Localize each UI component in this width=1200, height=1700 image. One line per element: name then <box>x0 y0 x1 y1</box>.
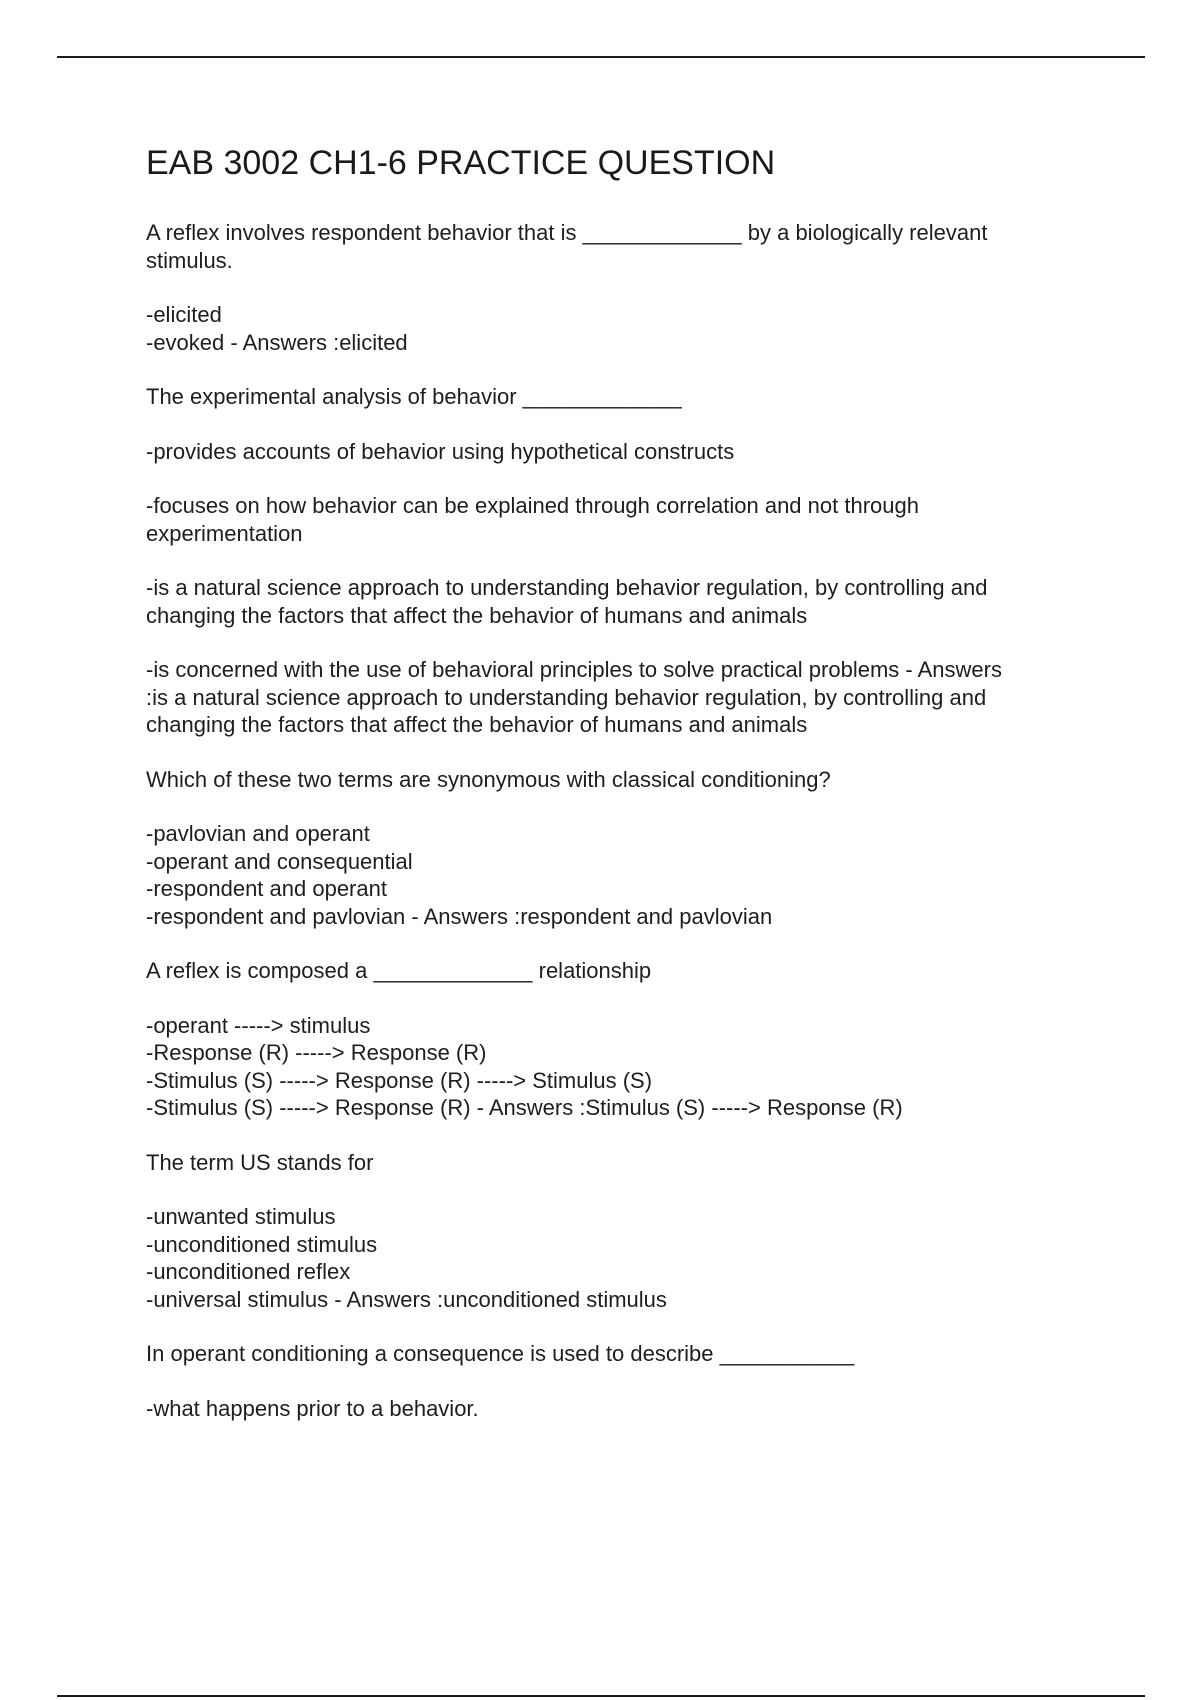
text-block <box>146 383 1096 411</box>
text-line: -focuses on how behavior can be explained through correlation and not through <box>146 493 919 518</box>
text-block <box>146 1395 1096 1423</box>
text-line: -what happens prior to a behavior. <box>146 1395 479 1421</box>
text-line: -provides accounts of behavior using hypothetical constructs <box>146 438 735 464</box>
text-line: A reflex involves respondent behavior that is _____________ by a biologically relevant <box>146 220 988 245</box>
text-block <box>146 574 1096 629</box>
text-block <box>146 957 1096 985</box>
text-block <box>146 219 1096 274</box>
text-block <box>146 301 1096 356</box>
text-block <box>146 1340 1096 1368</box>
text-line: -Response (R) -----> Response (R) <box>146 1040 487 1065</box>
text-line: -respondent and operant <box>146 876 387 901</box>
text-line: :is a natural science approach to understanding behavior regulation, by controlling and <box>146 684 987 710</box>
text-line: changing the factors that affect the behavior of humans and animals <box>146 602 808 628</box>
text-line: -universal stimulus - Answers :unconditioned stimulus <box>146 1286 667 1312</box>
text-line: The term US stands for <box>146 1149 374 1175</box>
text-line: -unwanted stimulus <box>146 1204 336 1229</box>
text-line: -Stimulus (S) -----> Response (R) - Answers :Stimulus (S) -----> Response (R) <box>146 1095 903 1120</box>
text-line: -unconditioned stimulus <box>146 1231 378 1257</box>
text-line: The experimental analysis of behavior _____________ <box>146 384 682 409</box>
text-line: -respondent and pavlovian - Answers :respondent and pavlovian <box>146 903 773 929</box>
bottom-rule <box>57 1695 1145 1697</box>
text-block <box>146 1149 1096 1177</box>
text-line: -Stimulus (S) -----> Response (R) -----> Stimulus (S) <box>146 1067 653 1093</box>
text-block <box>146 656 1096 739</box>
document-page <box>146 140 1096 1449</box>
page-title: EAB 3002 CH1-6 PRACTICE QUESTION <box>146 144 776 182</box>
text-line: -operant -----> stimulus <box>146 1012 371 1038</box>
text-block <box>146 438 1096 466</box>
text-line: -unconditioned reflex <box>146 1259 351 1284</box>
text-line: experimentation <box>146 520 303 546</box>
text-block <box>146 820 1096 930</box>
text-block <box>146 1203 1096 1313</box>
text-line: -evoked - Answers :elicited <box>146 329 408 355</box>
text-line: In operant conditioning a consequence is used to describe ___________ <box>146 1341 855 1366</box>
text-line: -is a natural science approach to understanding behavior regulation, by controlling and <box>146 575 988 600</box>
text-line: -pavlovian and operant <box>146 821 370 846</box>
text-line: Which of these two terms are synonymous with classical conditioning? <box>146 766 831 792</box>
top-rule <box>57 56 1145 58</box>
text-block <box>146 766 1096 794</box>
text-line: A reflex is composed a _____________ relationship <box>146 958 652 983</box>
text-block <box>146 492 1096 547</box>
document-body <box>146 219 1096 1422</box>
text-line: -operant and consequential <box>146 848 413 874</box>
text-line: changing the factors that affect the behavior of humans and animals <box>146 712 808 737</box>
text-line: stimulus. <box>146 247 233 273</box>
text-block <box>146 1012 1096 1122</box>
text-line: -elicited <box>146 302 222 327</box>
text-line: -is concerned with the use of behavioral principles to solve practical problems - Answers <box>146 657 1002 682</box>
